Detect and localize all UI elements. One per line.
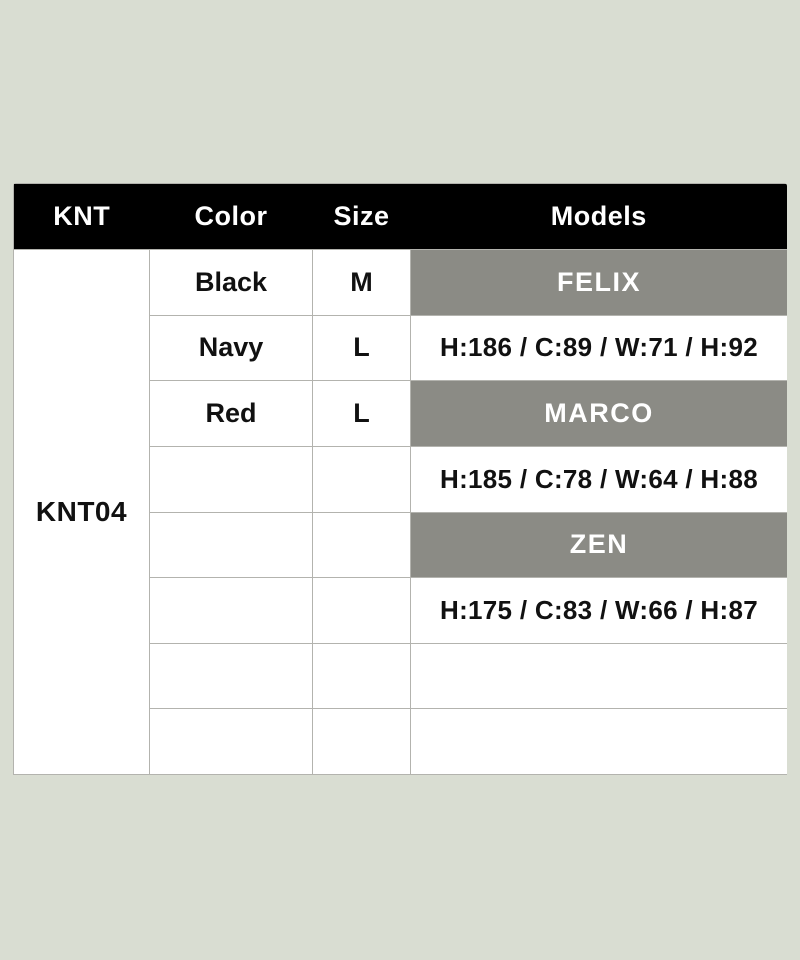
size-spec-table (13, 183, 787, 775)
size-cell (313, 643, 411, 709)
model-cell: H:175 / C:83 / W:66 / H:87 (411, 578, 788, 644)
size-cell (313, 578, 411, 644)
color-cell: Red (150, 381, 313, 447)
size-spec-table-container (13, 183, 787, 775)
header-row (14, 184, 788, 250)
model-cell: H:185 / C:78 / W:64 / H:88 (411, 446, 788, 512)
color-cell (150, 578, 313, 644)
size-cell: L (313, 381, 411, 447)
color-cell (150, 446, 313, 512)
model-cell: FELIX (411, 250, 788, 316)
size-cell: M (313, 250, 411, 316)
model-cell: ZEN (411, 512, 788, 578)
size-cell (313, 512, 411, 578)
header-cell-color: Color (150, 184, 313, 250)
header-cell-knt: KNT (14, 184, 150, 250)
color-cell (150, 643, 313, 709)
header-cell-size: Size (313, 184, 411, 250)
model-cell (411, 643, 788, 709)
size-cell (313, 709, 411, 775)
color-cell: Navy (150, 315, 313, 381)
product-code-cell: KNT04 (14, 250, 150, 775)
model-cell (411, 709, 788, 775)
model-cell: MARCO (411, 381, 788, 447)
color-cell (150, 709, 313, 775)
model-cell: H:186 / C:89 / W:71 / H:92 (411, 315, 788, 381)
size-cell (313, 446, 411, 512)
color-cell: Black (150, 250, 313, 316)
size-cell: L (313, 315, 411, 381)
color-cell (150, 512, 313, 578)
header-cell-models: Models (411, 184, 788, 250)
table-row (14, 250, 788, 316)
